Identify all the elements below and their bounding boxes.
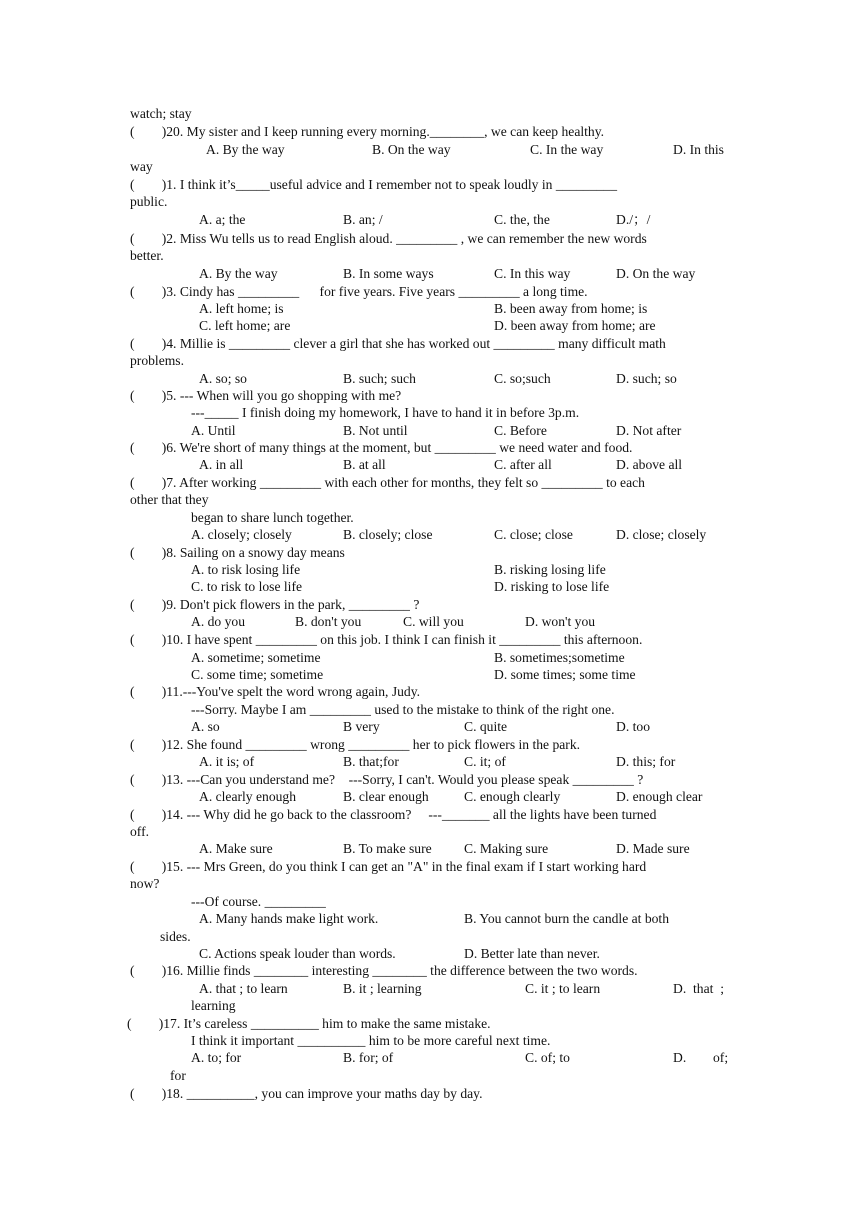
answer-option: D. enough clear [616,789,703,804]
text-line: ( )3. Cindy has _________ for five years. Five years _________ a long time. [130,284,588,299]
text-line: sides. [160,929,191,944]
text-line: watch; stay [130,106,192,121]
answer-option: A. Many hands make light work. [199,911,379,926]
answer-option: of; [713,1050,729,1065]
answer-option: B. Not until [343,423,408,438]
answer-option: C. so;such [494,371,551,386]
answer-option: B very [343,719,380,734]
answer-option: B. don't you [295,614,362,629]
answer-option: B. for; of [343,1050,394,1065]
answer-option: D. that ; [673,981,724,996]
text-line: ( )1. I think it’s_____useful advice and I remember not to speak loudly in _________ [130,177,618,192]
answer-option: D. In this [673,142,724,157]
answer-option: C. it; of [464,754,506,769]
answer-option: B. clear enough [343,789,429,804]
answer-option: A. clearly enough [199,789,297,804]
text-line: learning [191,998,236,1013]
answer-option: C. enough clearly [464,789,561,804]
answer-option: C. Making sure [464,841,549,856]
text-line: off. [130,824,150,839]
text-line: ( )10. I have spent _________ on this job. I think I can finish it _________ this afternoon. [130,632,643,647]
text-line: ---_____ I finish doing my homework, I have to hand it in before 3p.m. [191,405,580,420]
text-line: ( )9. Don't pick flowers in the park, _________ ? [130,597,420,612]
answer-option: A. Until [191,423,236,438]
text-line: ( )2. Miss Wu tells us to read English aloud. _________ , we can remember the new words [130,231,647,246]
answer-option: C. close; close [494,527,573,542]
text-line: ( )4. Millie is _________ clever a girl that she has worked out _________ many difficult math [130,336,666,351]
answer-option: D. been away from home; are [494,318,656,333]
answer-option: B. it ; learning [343,981,422,996]
answer-option: A. By the way [206,142,285,157]
text-line: ---Sorry. Maybe I am _________ used to the mistake to think of the right one. [191,702,615,717]
answer-option: D. too [616,719,650,734]
answer-option: D./；/ [616,212,651,227]
text-line: ( )13. ---Can you understand me? ---Sorry, I can't. Would you please speak _________ ? [130,772,644,787]
answer-option: C. In the way [530,142,604,157]
text-line: ( )6. We're short of many things at the moment, but _________ we need water and food. [130,440,633,455]
answer-option: A. closely; closely [191,527,292,542]
answer-option: B. at all [343,457,386,472]
text-line: ( )7. After working _________ with each other for months, they felt so _________ to each [130,475,645,490]
text-line: problems. [130,353,184,368]
answer-option: D. risking to lose life [494,579,610,594]
answer-option: A. By the way [199,266,278,281]
text-line: ---Of course. _________ [191,894,326,909]
text-line: ( )8. Sailing on a snowy day means [130,545,345,560]
text-line: ( )11.---You've spelt the word wrong again, Judy. [130,684,421,699]
answer-option: B. risking losing life [494,562,606,577]
answer-option: C. will you [403,614,464,629]
answer-option: C. after all [494,457,552,472]
answer-option: C. In this way [494,266,571,281]
answer-option: C. some time; sometime [191,667,324,682]
answer-option: D. above all [616,457,683,472]
answer-option: D. [673,1050,687,1065]
answer-option: B. sometimes;sometime [494,650,625,665]
text-line: I think it important __________ him to be more careful next time. [191,1033,551,1048]
answer-option: B. been away from home; is [494,301,648,316]
answer-option: A. sometime; sometime [191,650,321,665]
answer-option: B. On the way [372,142,451,157]
answer-option: B. To make sure [343,841,432,856]
text-line: for [170,1068,186,1083]
answer-option: B. In some ways [343,266,434,281]
answer-option: A. left home; is [199,301,284,316]
answer-option: C. to risk to lose life [191,579,303,594]
answer-option: C. quite [464,719,508,734]
text-line: other that they [130,492,209,507]
answer-option: D. this; for [616,754,676,769]
text-line: public. [130,194,168,209]
answer-option: D. close; closely [616,527,707,542]
answer-option: B. You cannot burn the candle at both [464,911,670,926]
answer-option: B. closely; close [343,527,433,542]
answer-option: A. Make sure [199,841,273,856]
text-line: ( )18. __________, you can improve your maths day by day. [130,1086,483,1101]
text-line: ( )14. --- Why did he go back to the classroom? ---_______ all the lights have been turned [130,807,657,822]
answer-option: C. Before [494,423,547,438]
answer-option: D. Better late than never. [464,946,600,961]
text-line: ( )12. She found _________ wrong _________ her to pick flowers in the park. [130,737,581,752]
answer-option: D. some times; some time [494,667,636,682]
answer-option: D. Made sure [616,841,690,856]
answer-option: C. Actions speak louder than words. [199,946,396,961]
answer-option: B. that;for [343,754,399,769]
answer-option: A. it is; of [199,754,255,769]
answer-option: C. of; to [525,1050,570,1065]
text-line: ( )17. It’s careless __________ him to make the same mistake. [127,1016,491,1031]
text-line: ( )16. Millie finds ________ interesting ________ the difference between the two words. [130,963,638,978]
text-line: now? [130,876,160,891]
answer-option: C. the, the [494,212,550,227]
answer-option: A. to; for [191,1050,242,1065]
answer-option: C. it ; to learn [525,981,601,996]
answer-option: B. an; / [343,212,383,227]
text-line: ( )15. --- Mrs Green, do you think I can get an "A" in the final exam if I start working hard [130,859,647,874]
text-line: ( )20. My sister and I keep running every morning.________, we can keep healthy. [130,124,605,139]
answer-option: A. so; so [199,371,247,386]
answer-option: D. won't you [525,614,596,629]
text-line: ( )5. --- When will you go shopping with me? [130,388,402,403]
answer-option: C. left home; are [199,318,291,333]
answer-option: A. that ; to learn [199,981,288,996]
answer-option: B. such; such [343,371,416,386]
answer-option: A. a; the [199,212,246,227]
answer-option: D. Not after [616,423,682,438]
answer-option: A. to risk losing life [191,562,301,577]
answer-option: D. such; so [616,371,677,386]
text-line: better. [130,248,164,263]
answer-option: A. so [191,719,220,734]
answer-option: A. do you [191,614,245,629]
text-line: began to share lunch together. [191,510,354,525]
answer-option: A. in all [199,457,244,472]
answer-option: D. On the way [616,266,696,281]
text-line: way [130,159,153,174]
